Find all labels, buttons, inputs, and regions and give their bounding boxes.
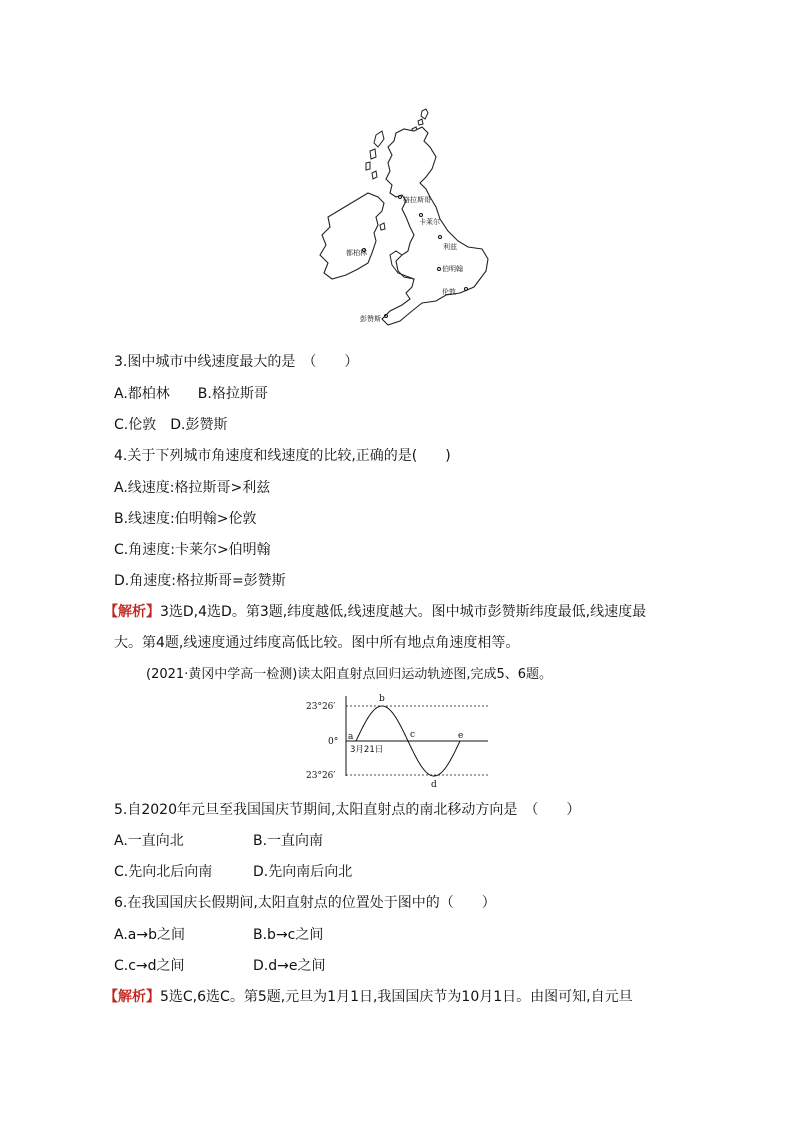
city-label-leeds: 利兹 [443, 243, 457, 251]
city-label-glasgow: 格拉斯哥 [403, 196, 431, 204]
analysis-block-1 [104, 603, 646, 621]
shetland-islands [421, 109, 428, 119]
q3-options-row2: C.伦敦 D.彭赞斯 [114, 417, 228, 433]
point-label-b: b [379, 694, 385, 704]
q6-option-d: D.d→e之间 [253, 958, 326, 974]
british-isles-map [318, 107, 490, 331]
intro-text: (2021·黄冈中学高一检测)读太阳直射点回归运动轨迹图,完成5、6题。 [146, 667, 553, 682]
y-tick-label-mid: 0° [328, 737, 339, 747]
q5-option-c: C.先向北后向南 [114, 864, 213, 880]
q6-option-a: A.a→b之间 [114, 927, 185, 943]
analysis-text-line2: 大。第4题,线速度通过纬度高低比较。图中所有地点角速度相等。 [114, 635, 520, 651]
analysis-tag-2: 【解析】 [104, 989, 160, 1005]
q4-stem: 4.关于下列城市角速度和线速度的比较,正确的是( ) [114, 448, 451, 464]
city-label-london: 伦敦 [442, 288, 456, 296]
q6-option-b: B.b→c之间 [253, 927, 324, 943]
city-label-birmingham: 伯明翰 [442, 265, 463, 273]
q5-stem: 5.自2020年元旦至我国国庆节期间,太阳直射点的南北移动方向是 （ ） [114, 802, 581, 818]
q6-option-c: C.c→d之间 [114, 958, 185, 974]
q3-options-row1: A.都柏林 B.格拉斯哥 [114, 386, 268, 402]
hebrides-islands [366, 131, 384, 179]
point-label-d: d [431, 780, 437, 788]
analysis2-text-line1: 5选C,6选C。第5题,元旦为1月1日,我国国庆节为10月1日。由图可知,自元旦 [160, 989, 633, 1005]
analysis-block-2 [104, 988, 633, 1006]
q5-option-d: D.先向南后向北 [253, 864, 353, 880]
q5-option-a: A.一直向北 [114, 833, 184, 849]
subsolar-point-chart [300, 694, 490, 788]
q4-option-a: A.线速度:格拉斯哥>利兹 [114, 480, 271, 496]
point-label-c: c [410, 730, 416, 740]
q3-stem: 3.图中城市中线速度最大的是 （ ） [114, 354, 359, 370]
ireland-outline [320, 193, 384, 279]
q4-option-c: C.角速度:卡莱尔>伯明翰 [114, 542, 271, 558]
q5-option-b: B.一直向南 [253, 833, 324, 849]
great-britain-outline [382, 127, 488, 325]
date-annotation: 3月21日 [350, 745, 384, 755]
q4-option-d: D.角速度:格拉斯哥=彭赞斯 [114, 573, 286, 589]
point-label-a: a [348, 732, 354, 742]
city-label-penzance: 彭赞斯 [360, 315, 381, 323]
q6-stem: 6.在我国国庆长假期间,太阳直射点的位置处于图中的（ ） [114, 895, 496, 911]
y-tick-label-bottom: 23°26′ [306, 771, 336, 781]
y-tick-label-top: 23°26′ [306, 702, 336, 712]
city-label-carlisle: 卡莱尔 [419, 218, 440, 226]
city-label-dublin: 都柏林 [346, 249, 367, 257]
point-label-e: e [458, 731, 464, 741]
analysis-tag: 【解析】 [104, 604, 160, 620]
q4-option-b: B.线速度:伯明翰>伦敦 [114, 511, 257, 527]
analysis-text-line1: 3选D,4选D。第3题,纬度越低,线速度越大。图中城市彭赞斯纬度最低,线速度最 [160, 604, 647, 620]
